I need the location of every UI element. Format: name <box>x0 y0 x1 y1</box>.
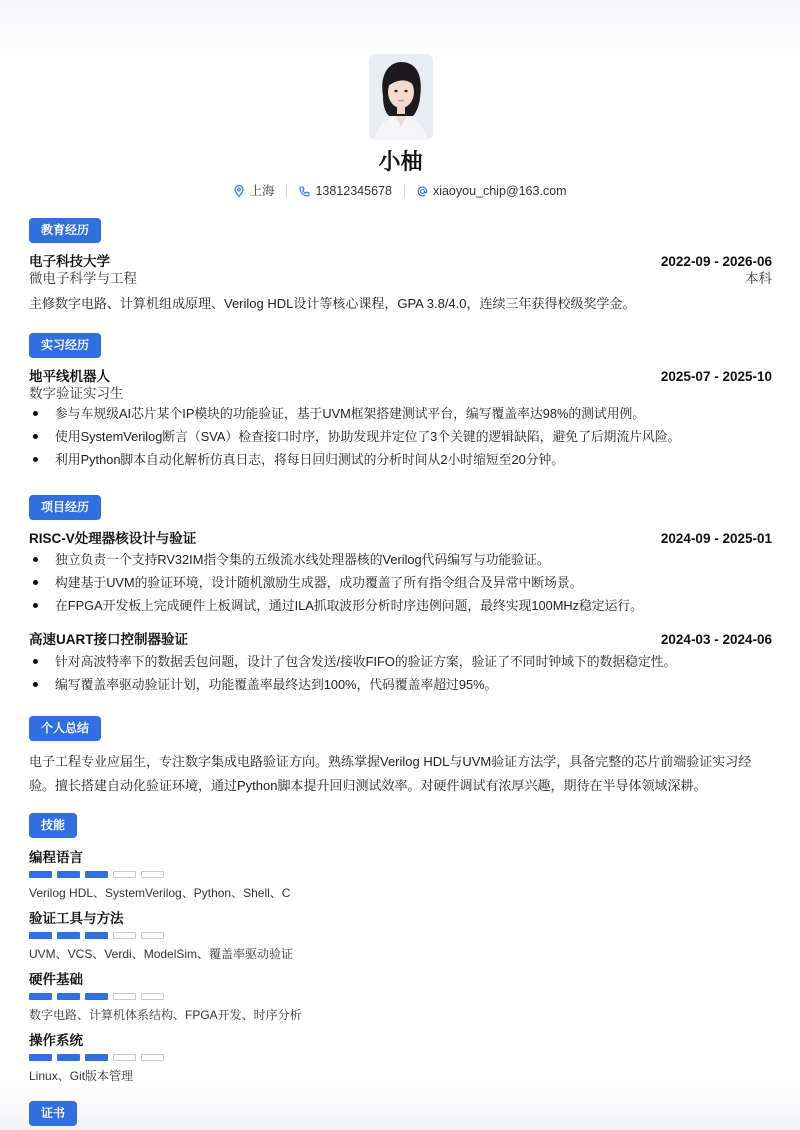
project-period: 2024-03 - 2024-06 <box>660 632 772 647</box>
education-description: 主修数字电路、计算机组成原理、Verilog HDL设计等核心课程，GPA 3.8/4.0，连续三年获得校级奖学金。 <box>29 296 636 311</box>
list-item: 使用SystemVerilog断言（SVA）检查接口时序，协助发现并定位了3个关键的逻辑缺陷，避免了后期流片风险。 <box>29 425 772 448</box>
avatar <box>369 54 433 140</box>
contact-location <box>234 183 274 199</box>
contact-divider <box>286 184 287 198</box>
location-text: 上海 <box>249 184 275 198</box>
contact-email <box>417 183 567 199</box>
project-row <box>29 530 772 548</box>
skill-level-empty <box>141 993 164 1000</box>
skill-level-filled <box>29 1054 52 1061</box>
degree: 本科 <box>745 271 772 286</box>
at-sign-icon <box>417 186 428 197</box>
skill-name: 硬件基础 <box>29 972 83 987</box>
education-major-row <box>29 270 772 288</box>
project-bullets <box>29 650 772 696</box>
skill-level-empty <box>141 871 164 878</box>
list-item: 编写覆盖率驱动验证计划，功能覆盖率最终达到100%，代码覆盖率超过95%。 <box>29 673 772 696</box>
project-name: 高速UART接口控制器验证 <box>29 632 188 647</box>
list-item: 参与车规级AI芯片某个IP模块的功能验证，基于UVM框架搭建测试平台，编写覆盖率达98%的测试用例。 <box>29 402 772 425</box>
company-name: 地平线机器人 <box>29 369 110 384</box>
list-item: 独立负责一个支持RV32IM指令集的五级流水线处理器核的Verilog代码编写与功能验证。 <box>29 548 772 571</box>
project-name: RISC-V处理器核设计与验证 <box>29 531 197 546</box>
project-bullets <box>29 548 772 617</box>
phone-icon <box>299 186 310 197</box>
skill-level-bar <box>29 871 164 878</box>
contact-phone <box>299 183 391 199</box>
skill-level-filled <box>85 993 108 1000</box>
skill-detail: UVM、VCS、Verdi、ModelSim、覆盖率驱动验证 <box>29 947 294 961</box>
skill-level-empty <box>113 871 136 878</box>
skill-level-filled <box>29 932 52 939</box>
project-row <box>29 631 772 649</box>
section-title-education: 教育经历 <box>29 218 101 243</box>
major: 微电子科学与工程 <box>29 271 137 286</box>
section-title-summary: 个人总结 <box>29 716 101 741</box>
skill-name: 操作系统 <box>29 1033 83 1048</box>
skill-detail: 数字电路、计算机体系结构、FPGA开发、时序分析 <box>29 1008 302 1022</box>
phone-text: 13812345678 <box>315 184 392 198</box>
list-item: 构建基于UVM的验证环境，设计随机激励生成器，成功覆盖了所有指令组合及异常中断场景。 <box>29 571 772 594</box>
skill-level-empty <box>141 1054 164 1061</box>
internship-company-row <box>29 368 772 386</box>
section-title-skills: 技能 <box>29 813 77 838</box>
skill-level-filled <box>29 993 52 1000</box>
summary-text: 电子工程专业应届生，专注数字集成电路验证方向。熟练掌握Verilog HDL与UVM验证方法学，具备完整的芯片前端验证实习经验。擅长搭建自动化验证环境，通过Python脚本提升回归测试效率。对硬件调试有浓厚兴趣，期待在半导体领域深耕。 <box>29 754 752 793</box>
skill-name: 编程语言 <box>29 850 83 865</box>
school-name: 电子科技大学 <box>29 254 110 269</box>
internship-role-row <box>29 385 772 403</box>
section-title-projects: 项目经历 <box>29 495 101 520</box>
skill-level-bar <box>29 993 164 1000</box>
skill-level-filled <box>85 932 108 939</box>
skill-level-empty <box>141 932 164 939</box>
skill-level-empty <box>113 1054 136 1061</box>
list-item: 利用Python脚本自动化解析仿真日志，将每日回归测试的分析时间从2小时缩短至20分钟。 <box>29 448 772 471</box>
resume-header <box>29 54 772 199</box>
contact-info <box>29 183 772 199</box>
skill-level-filled <box>29 871 52 878</box>
skill-name: 验证工具与方法 <box>29 911 124 926</box>
project-period: 2024-09 - 2025-01 <box>660 531 772 546</box>
section-title-internship: 实习经历 <box>29 333 101 358</box>
skill-level-empty <box>113 993 136 1000</box>
skill-level-bar <box>29 932 164 939</box>
internship-period: 2025-07 - 2025-10 <box>660 369 772 384</box>
skill-level-bar <box>29 1054 164 1061</box>
skill-level-filled <box>85 1054 108 1061</box>
location-pin-icon <box>234 185 244 197</box>
internship-role: 数字验证实习生 <box>29 386 124 401</box>
skill-level-filled <box>57 871 80 878</box>
internship-bullets <box>29 402 772 471</box>
email-text: xiaoyou_chip@163.com <box>432 184 567 198</box>
skill-detail: Verilog HDL、SystemVerilog、Python、Shell、C <box>29 886 291 900</box>
skill-level-filled <box>57 993 80 1000</box>
education-school-row <box>29 253 772 271</box>
skill-level-filled <box>57 932 80 939</box>
list-item: 针对高波特率下的数据丢包问题，设计了包含发送/接收FIFO的验证方案，验证了不同时钟域下的数据稳定性。 <box>29 650 772 673</box>
skill-level-filled <box>57 1054 80 1061</box>
contact-divider <box>404 184 405 198</box>
list-item: 在FPGA开发板上完成硬件上板调试，通过ILA抓取波形分析时序违例问题，最终实现100MHz稳定运行。 <box>29 594 772 617</box>
education-period: 2022-09 - 2026-06 <box>660 254 772 269</box>
skill-level-filled <box>85 871 108 878</box>
skill-detail: Linux、Git版本管理 <box>29 1069 134 1083</box>
candidate-name: 小柚 <box>378 149 423 174</box>
section-title-certificates: 证书 <box>29 1101 77 1126</box>
skill-level-empty <box>113 932 136 939</box>
